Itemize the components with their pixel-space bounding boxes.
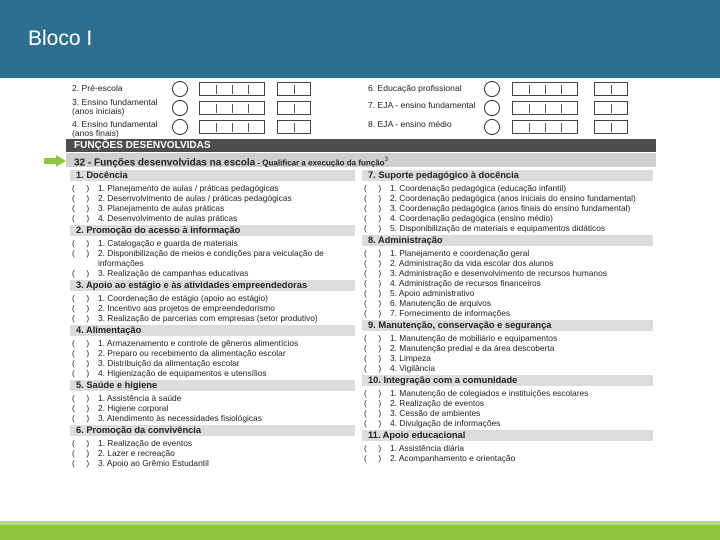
checkbox-parentheses[interactable]: ( ) <box>364 248 382 258</box>
checkbox-parentheses[interactable]: ( ) <box>72 403 90 413</box>
function-item-label: 3. Apoio ao Grêmio Estudantil <box>98 458 209 468</box>
number-boxes[interactable] <box>512 101 578 115</box>
function-item <box>70 393 355 403</box>
number-boxes[interactable] <box>594 101 628 115</box>
footer-bar <box>0 521 720 540</box>
checkbox-parentheses[interactable]: ( ) <box>72 183 90 193</box>
function-item <box>362 203 653 213</box>
function-item <box>70 358 355 368</box>
function-item <box>362 193 653 203</box>
question-bar <box>66 153 656 167</box>
level-row-eja-fundamental: 7. EJA - ensino fundamental <box>368 100 476 110</box>
checkbox-parentheses[interactable]: ( ) <box>72 438 90 448</box>
number-boxes[interactable] <box>277 101 311 115</box>
function-item <box>362 308 653 318</box>
function-item <box>70 183 355 193</box>
level-row-professional: 6. Educação profissional <box>368 83 462 93</box>
function-item-label: 1. Realização de eventos <box>98 438 193 448</box>
checkbox-parentheses[interactable]: ( ) <box>72 448 90 458</box>
checkbox-parentheses[interactable]: ( ) <box>72 268 90 278</box>
number-boxes[interactable] <box>199 120 265 134</box>
checkbox-parentheses[interactable]: ( ) <box>364 333 382 343</box>
level-row-preschool: 2. Pré-escola <box>72 83 123 93</box>
function-item-label: 4. Administração de recursos financeiros <box>390 278 541 288</box>
category-heading: 9. Manutenção, conservação e segurança <box>362 320 653 331</box>
level-row-fundamental-initial: 3. Ensino fundamental (anos iniciais) <box>72 97 158 116</box>
function-item-label: 3. Distribuição da alimentação escolar <box>98 358 240 368</box>
checkbox-parentheses[interactable]: ( ) <box>364 388 382 398</box>
number-boxes[interactable] <box>594 82 628 96</box>
function-item <box>70 303 355 313</box>
number-boxes[interactable] <box>594 120 628 134</box>
checkbox-parentheses[interactable]: ( ) <box>72 358 90 368</box>
footer-stripe <box>0 521 720 525</box>
education-level-rows <box>66 78 656 136</box>
checkbox-parentheses[interactable]: ( ) <box>364 418 382 428</box>
function-item <box>362 398 653 408</box>
radio-circle[interactable] <box>172 100 188 116</box>
function-item <box>362 278 653 288</box>
checkbox-parentheses[interactable]: ( ) <box>364 193 382 203</box>
category-heading: 5. Saúde e higiene <box>70 380 355 391</box>
function-item-label: 2. Realização de eventos <box>390 398 485 408</box>
radio-circle[interactable] <box>484 81 500 97</box>
left-function-column <box>70 170 355 470</box>
checkbox-parentheses[interactable]: ( ) <box>72 393 90 403</box>
function-item <box>362 268 653 278</box>
question-subtitle: - Qualificar a execução da função <box>255 158 385 168</box>
function-item-label: 2. Lazer e recreação <box>98 448 175 458</box>
function-item-label: 2. Incentivo aos projetos de empreendedorismo <box>98 303 275 313</box>
function-item-label: 2. Preparo ou recebimento da alimentação escolar <box>98 348 286 358</box>
question-title: 32 - Funções desenvolvidas na escola <box>74 157 256 169</box>
function-item-label: 5. Apoio administrativo <box>390 288 475 298</box>
category-heading: 8. Administração <box>362 235 653 246</box>
slide-title: Bloco I <box>28 27 93 50</box>
function-item-label: 1. Manutenção de colegiados e instituições escolares <box>390 388 589 398</box>
function-item <box>70 268 355 278</box>
number-boxes[interactable] <box>199 82 265 96</box>
checkbox-parentheses[interactable]: ( ) <box>72 213 90 223</box>
function-item-label: 1. Planejamento de aulas / práticas pedagógicas <box>98 183 279 193</box>
function-item-label: 3. Realização de campanhas educativas <box>98 268 249 278</box>
function-item <box>70 238 355 248</box>
radio-circle[interactable] <box>484 119 500 135</box>
checkbox-parentheses[interactable]: ( ) <box>364 288 382 298</box>
function-item-label: 2. Manutenção predial e da área descoberta <box>390 343 555 353</box>
checkbox-parentheses[interactable]: ( ) <box>72 368 90 378</box>
function-item <box>70 458 355 468</box>
function-item <box>70 293 355 303</box>
checkbox-parentheses[interactable]: ( ) <box>364 398 382 408</box>
category-heading: 11. Apoio educacional <box>362 430 653 441</box>
checkbox-parentheses[interactable]: ( ) <box>364 278 382 288</box>
checkbox-parentheses[interactable]: ( ) <box>364 183 382 193</box>
checkbox-parentheses[interactable]: ( ) <box>364 298 382 308</box>
function-item-label: 1. Assistência à saúde <box>98 393 182 403</box>
checkbox-parentheses[interactable]: ( ) <box>72 313 90 323</box>
level-row-fundamental-final: 4. Ensino fundamental (anos finais) <box>72 119 158 138</box>
checkbox-parentheses[interactable]: ( ) <box>364 268 382 278</box>
function-item <box>70 338 355 348</box>
function-item-label: 4. Higienização de equipamentos e utensílios <box>98 368 267 378</box>
function-item-label: 4. Desenvolvimento de aulas práticas <box>98 213 238 223</box>
checkbox-parentheses[interactable]: ( ) <box>72 348 90 358</box>
function-item-label: 7. Fornecimento de informações <box>390 308 511 318</box>
arrow-right-icon <box>44 155 66 167</box>
function-item-label: 1. Coordenação de estágio (apoio ao estágio) <box>98 293 268 303</box>
radio-circle[interactable] <box>484 100 500 116</box>
function-item <box>362 408 653 418</box>
checkbox-parentheses[interactable]: ( ) <box>72 413 90 423</box>
function-item <box>362 183 653 193</box>
checkbox-parentheses[interactable]: ( ) <box>364 258 382 268</box>
checkbox-parentheses[interactable]: ( ) <box>364 203 382 213</box>
function-item <box>362 453 653 463</box>
slide-header <box>0 0 720 78</box>
function-item <box>362 298 653 308</box>
function-item-label: 2. Desenvolvimento de aulas / práticas pedagógicas <box>98 193 292 203</box>
checkbox-parentheses[interactable]: ( ) <box>72 458 90 468</box>
checkbox-parentheses[interactable]: ( ) <box>364 453 382 463</box>
function-item-label: 1. Planejamento e coordenação geral <box>390 248 530 258</box>
radio-circle[interactable] <box>172 119 188 135</box>
function-item <box>70 348 355 358</box>
function-item-label: 1. Catalogação e guarda de materiais <box>98 238 238 248</box>
checkbox-parentheses[interactable]: ( ) <box>364 343 382 353</box>
category-heading: 3. Apoio ao estágio e às atividades empreendedoras <box>70 280 355 291</box>
function-item-label: 6. Manutenção de arquivos <box>390 298 492 308</box>
checkbox-parentheses[interactable]: ( ) <box>364 308 382 318</box>
number-boxes[interactable] <box>512 120 578 134</box>
function-item <box>70 413 355 423</box>
function-item-label: 5. Disponibilização de materiais e equipamentos didáticos <box>390 223 606 233</box>
function-item-label: 4. Coordenação pedagógica (ensino médio) <box>390 213 553 223</box>
function-item <box>362 363 653 373</box>
category-heading: 7. Suporte pedagógico à docência <box>362 170 653 181</box>
checkbox-parentheses[interactable]: ( ) <box>364 443 382 453</box>
function-item-label: 2. Coordenação pedagógica (anos iniciais do ensino fundamental) <box>390 193 636 203</box>
function-item-label: 2. Higiene corporal <box>98 403 169 413</box>
checkbox-parentheses[interactable]: ( ) <box>72 338 90 348</box>
checkbox-parentheses[interactable]: ( ) <box>72 293 90 303</box>
function-item <box>70 438 355 448</box>
function-item <box>362 258 653 268</box>
checkbox-parentheses[interactable]: ( ) <box>72 203 90 213</box>
function-item <box>362 288 653 298</box>
checkbox-parentheses[interactable]: ( ) <box>364 363 382 373</box>
function-item <box>362 223 653 233</box>
function-item-label: 4. Vigilância <box>390 363 436 373</box>
checkbox-parentheses[interactable]: ( ) <box>364 408 382 418</box>
checkbox-parentheses[interactable]: ( ) <box>72 248 90 258</box>
checkbox-parentheses[interactable]: ( ) <box>364 213 382 223</box>
function-item <box>362 343 653 353</box>
checkbox-parentheses[interactable]: ( ) <box>72 238 90 248</box>
category-heading: 6. Promoção da convivência <box>70 425 355 436</box>
function-item-label: 3. Atendimento às necessidades fisiológicas <box>98 413 262 423</box>
checkbox-parentheses[interactable]: ( ) <box>364 223 382 233</box>
number-boxes[interactable] <box>277 120 311 134</box>
function-item <box>362 443 653 453</box>
function-item <box>362 388 653 398</box>
radio-circle[interactable] <box>172 81 188 97</box>
function-item <box>70 313 355 323</box>
level-row-eja-medio: 8. EJA - ensino médio <box>368 119 452 129</box>
function-item-label: 3. Realização de parcerias com empresas (setor produtivo) <box>98 313 318 323</box>
checkbox-parentheses[interactable]: ( ) <box>72 193 90 203</box>
function-item-label: 1. Armazenamento e controle de gêneros alimentícios <box>98 338 299 348</box>
function-item-label: 3. Planejamento de aulas práticas <box>98 203 225 213</box>
number-boxes[interactable] <box>199 101 265 115</box>
number-boxes[interactable] <box>277 82 311 96</box>
function-item <box>70 368 355 378</box>
function-item <box>70 193 355 203</box>
function-item <box>70 203 355 213</box>
function-item-label: 4. Divulgação de informações <box>390 418 501 428</box>
function-item <box>70 213 355 223</box>
footnote-marker: 3 <box>384 157 388 163</box>
function-item <box>70 403 355 413</box>
function-item <box>362 353 653 363</box>
function-item <box>362 248 653 258</box>
function-item-label: 2. Administração da vida escolar dos alunos <box>390 258 554 268</box>
function-item-label: 1. Coordenação pedagógica (educação infantil) <box>390 183 566 193</box>
function-item-label: 3. Cessão de ambientes <box>390 408 481 418</box>
number-boxes[interactable] <box>512 82 578 96</box>
category-heading: 10. Integração com a comunidade <box>362 375 653 386</box>
function-item <box>362 333 653 343</box>
category-heading: 2. Promoção do acesso à informação <box>70 225 355 236</box>
function-item <box>362 213 653 223</box>
checkbox-parentheses[interactable]: ( ) <box>72 303 90 313</box>
function-item-label: 2. Acompanhamento e orientação <box>390 453 516 463</box>
function-item-label: 3. Coordenação pedagógica (anos finais do ensino fundamental) <box>390 203 631 213</box>
function-item-label: 3. Limpeza <box>390 353 431 363</box>
right-function-column <box>362 170 653 465</box>
function-item-label: 3. Administração e desenvolvimento de recursos humanos <box>390 268 607 278</box>
function-item <box>362 418 653 428</box>
function-item <box>70 248 355 268</box>
function-item <box>70 448 355 458</box>
function-item-label: 2. Disponibilização de meios e condições para veiculação de informações <box>98 248 324 268</box>
category-heading: 4. Alimentação <box>70 325 355 336</box>
function-item-label: 1. Assistência diária <box>390 443 465 453</box>
category-heading: 1. Docência <box>70 170 355 181</box>
section-title-bar: FUNÇÕES DESENVOLVIDAS <box>66 139 656 152</box>
function-item-label: 1. Manutenção de mobiliário e equipamentos <box>390 333 558 343</box>
checkbox-parentheses[interactable]: ( ) <box>364 353 382 363</box>
